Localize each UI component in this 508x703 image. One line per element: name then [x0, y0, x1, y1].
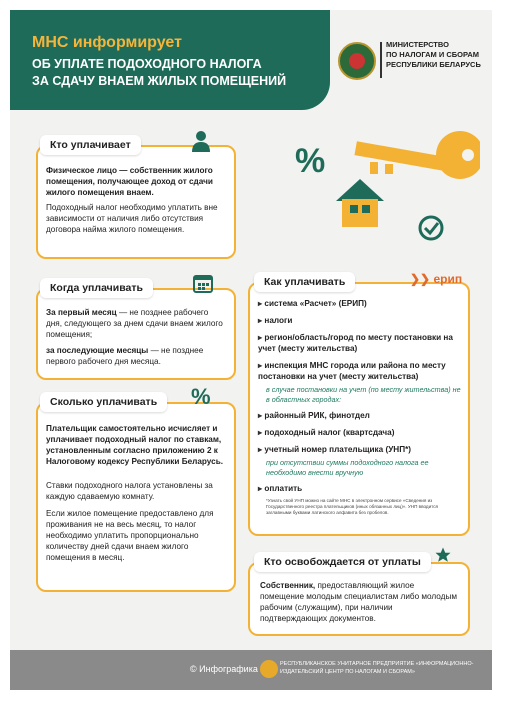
how-much-text-3: Если жилое помещение предоставлено для проживания не на весь месяц, то налог необходимо уплатить пропорционально количеству дней сдачи внаем жилого помещения в месяц. [46, 509, 214, 562]
step-2: ▸ налоги [258, 315, 462, 326]
who-pays-text-1: Физическое лицо — собственник жилого помещения, получающее доход от сдачи жилого помещения внаем. [46, 166, 213, 197]
how-much-text-1: Плательщик самостоятельно исчисляет и уплачивает подоходный налог по ставкам, установленным согласно приложению 2 к Налоговому кодексу Республики Беларусь. [46, 424, 224, 466]
key-icon [300, 120, 480, 240]
house-icon [332, 175, 388, 231]
header-subtitle [32, 56, 286, 90]
infographic-poster [10, 10, 492, 690]
note-2: при отсутствии суммы подоходного налога ее необходимо внести вручную [266, 458, 429, 477]
who-pays-text-2: Подоходный налог необходимо уплатить вне зависимости от наличия либо отсутствия договора найма жилого помещения. [46, 203, 218, 234]
who-pays-title: Кто уплачивает [40, 135, 141, 155]
ministry-line3: РЕСПУБЛИКИ БЕЛАРУСЬ [386, 60, 481, 69]
when-pay-text-1 [46, 307, 226, 340]
calendar-icon [192, 272, 214, 294]
when-pay-text-2 [46, 345, 226, 367]
header-banner [10, 10, 330, 110]
exempt-text [260, 580, 460, 624]
header-subtitle-line1: ОБ УПЛАТЕ ПОДОХОДНОГО НАЛОГА [32, 57, 262, 71]
owner-label: Собственник, [260, 581, 316, 590]
next-months-text: — не позднее первого рабочего дня месяца. [46, 346, 204, 366]
person-icon [190, 130, 212, 152]
check-icon [418, 215, 444, 241]
step-4: ▸ инспекция МНС города или района по месту постановки на учет (месту жительства) [258, 360, 462, 382]
svg-text:%: % [295, 142, 326, 180]
ministry-emblem-icon [338, 42, 376, 80]
ministry-line2: ПО НАЛОГАМ И СБОРАМ [386, 50, 479, 59]
footer-copyright: © Инфографика [190, 664, 258, 674]
header-subtitle-line2: ЗА СДАЧУ ВНАЕМ ЖИЛЫХ ПОМЕЩЕНИЙ [32, 74, 287, 88]
step-8: ▸ оплатить [258, 483, 462, 494]
erip-logo [410, 272, 462, 286]
ministry-name [386, 40, 492, 70]
star-icon [434, 546, 452, 564]
footer-publisher: РЕСПУБЛИКАНСКОЕ УНИТАРНОЕ ПРЕДПРИЯТИЕ «ИНФОРМАЦИОННО-ИЗДАТЕЛЬСКИЙ ЦЕНТР ПО НАЛОГАМ И СБОРАМ» [280, 661, 474, 675]
logo-divider [380, 42, 382, 78]
how-pay-title: Как уплачивать [254, 272, 355, 292]
erip-label: ерип [433, 272, 463, 286]
header-title: МНС информирует [32, 34, 182, 51]
step-7: ▸ учетный номер плательщика (УНП*) [258, 444, 462, 455]
next-months-label: за последующие месяцы [46, 346, 149, 355]
svg-text:%: % [191, 384, 211, 408]
how-much-title: Сколько уплачивать [40, 392, 167, 412]
step-1: ▸ система «Расчет» (ЕРИП) [258, 298, 462, 309]
unp-footnote: *Узнать свой УНП можно на сайте МНС в электронном сервисе «Сведения из Государственного реестра плательщиков (иных обязанных лиц)». УНП вводится заглавными буквами латинского алфавита без пробелов. [266, 498, 439, 515]
how-pay-steps [258, 298, 462, 516]
percent-sign-icon [293, 140, 333, 180]
note-1: в случае постановки на учет (по месту жительства) не в областных городах: [266, 385, 461, 404]
step-6: ▸ подоходный налог (квартсдача) [258, 427, 462, 438]
when-pay-title: Когда уплачивать [40, 278, 153, 298]
ministry-logo [338, 38, 492, 86]
percent-icon [190, 384, 214, 408]
first-month-label: За первый месяц [46, 308, 117, 317]
erip-arrow-icon: ❯❯ [410, 272, 431, 286]
step-3: ▸ регион/область/город по месту постановки на учет (месту жительства) [258, 332, 462, 354]
footer [10, 650, 492, 690]
how-much-text-2: Ставки подоходного налога установлены за каждую сдаваемую комнату. [46, 481, 213, 501]
publisher-emblem-icon [260, 660, 278, 678]
exempt-title: Кто освобождается от уплаты [254, 552, 431, 572]
ministry-line1: МИНИСТЕРСТВО [386, 40, 449, 49]
exempt-details: предоставляющий жилое помещение молодым специалистам либо молодым рабочим (служащим), при наличии подтверждающих документов. [260, 581, 457, 623]
first-month-text: — не позднее рабочего дня, следующего за днем сдачи внаем жилого помещения; [46, 308, 223, 339]
step-5: ▸ районный РИК, финотдел [258, 410, 462, 421]
